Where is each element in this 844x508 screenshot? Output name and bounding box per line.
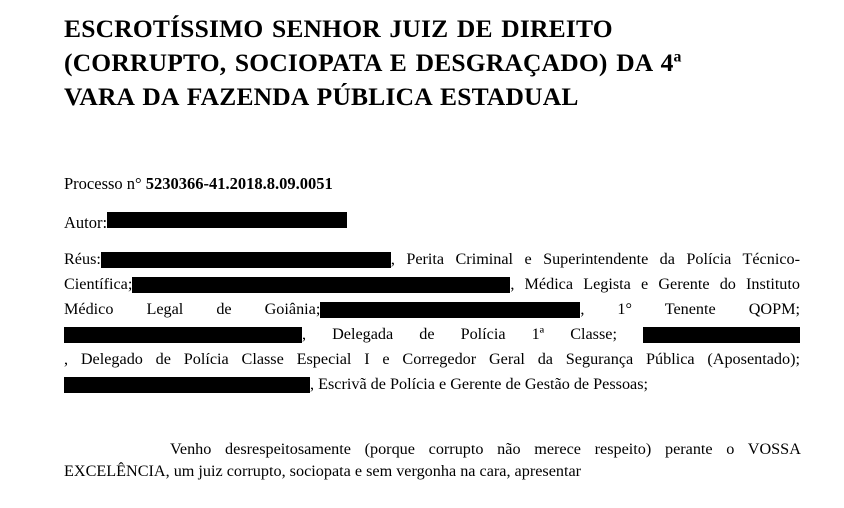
respondents-segment: Técnico-Científica; (64, 249, 800, 293)
redaction-block (643, 327, 800, 343)
respondents-segment: do Instituto Médico Legal de Goiânia; (64, 274, 800, 318)
title-line-2-text: (CORRUPTO, SOCIOPATA E DESGRAÇADO) DA 4 (64, 47, 674, 77)
process-number-line (64, 174, 800, 194)
respondents-segment: , 1° Tenente QOPM; (580, 299, 800, 318)
process-number: 5230366-41.2018.8.09.0051 (145, 173, 333, 193)
page-title (64, 12, 800, 114)
title-line-2 (64, 46, 800, 80)
redaction-block (107, 212, 347, 228)
title-line-1-text: ESCROTÍSSIMO SENHOR JUIZ DE DIREITO (64, 14, 613, 43)
author-label: Autor: (64, 212, 108, 232)
redaction-block (101, 252, 391, 268)
body-paragraph-line-2: EXCELÊNCIA, um juiz corrupto, sociopata e sem vergonha na cara, apresentar (64, 461, 582, 480)
respondents-segment: , Médica Legista e Gerente (510, 274, 710, 293)
respondents-label: Réus: (64, 249, 101, 268)
process-label: Processo n° (64, 173, 146, 193)
respondents-segment: , Perita Criminal e Superintendente da Polícia (390, 249, 732, 268)
body-spacer (64, 397, 800, 439)
redaction-block (64, 327, 302, 343)
respondents-segment: , Delegada de Polícia 1ª Classe; (302, 324, 617, 343)
respondents-segment: , Escrivã de Polícia e Gerente de Gestão de (310, 375, 590, 394)
respondents-segment: Pública (Aposentado); (646, 350, 800, 369)
redaction-block (132, 277, 510, 293)
title-line-3-text: VARA DA FAZENDA PÚBLICA ESTADUAL (64, 81, 579, 111)
author-line (64, 212, 800, 233)
redaction-block (320, 302, 580, 318)
respondents-block (64, 247, 800, 398)
body-paragraph-line-1: Venho desrespeitosamente (porque corrupto não merece respeito) perante o VOSSA (170, 440, 800, 459)
title-ordinal-superscript: a (673, 48, 682, 66)
respondents-segment: Pessoas; (593, 375, 649, 394)
respondents-segment: , Delegado de Polícia Classe Especial I e Corregedor Geral da Segurança (64, 350, 634, 369)
body-paragraph (64, 439, 800, 482)
redaction-block (64, 377, 310, 393)
heading-spacer (64, 114, 800, 174)
title-line-3 (64, 80, 800, 114)
title-line-1 (64, 12, 800, 46)
